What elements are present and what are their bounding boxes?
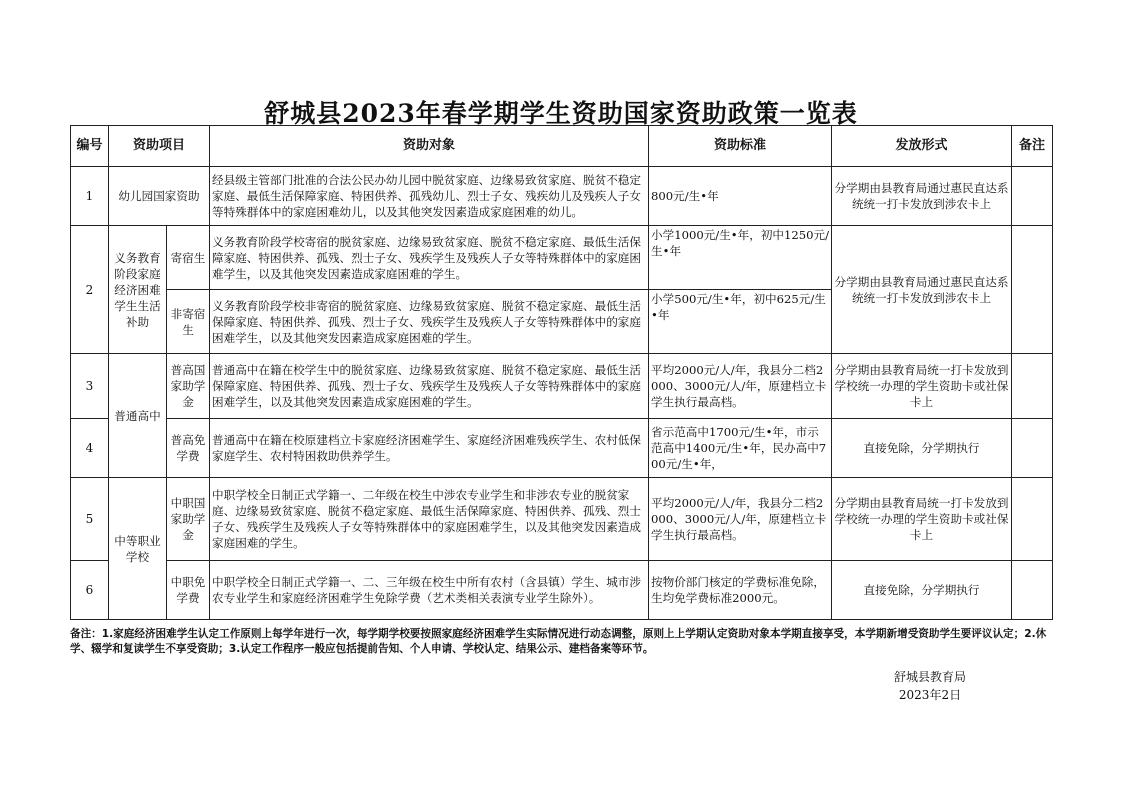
row-number: 2 — [71, 226, 109, 354]
standard-cell: 800元/生•年 — [649, 167, 832, 226]
method-cell: 分学期由县教育局统一打卡发放到学校统一办理的学生资助卡或社保卡上 — [832, 478, 1012, 561]
remark-cell — [1012, 354, 1053, 419]
target-cell: 普通高中在籍在校学生中的脱贫家庭、边缘易致贫家庭、脱贫不稳定家庭、最低生活保障家庭、特困供养、孤残、烈士子女、残疾学生及残疾人子女等特殊群体中的家庭困难学生，以及其他突发因素造成家庭困难的学生。 — [210, 354, 649, 419]
standard-cell: 平均2000元/人/年，我县分二档2000、3000元/人/年，原建档立卡学生执行最高档。 — [649, 354, 832, 419]
group-cell: 中等职业学校 — [109, 478, 167, 620]
group-cell: 义务教育阶段家庭经济困难学生生活补助 — [109, 226, 167, 354]
footnote: 备注：1.家庭经济困难学生认定工作原则上每学年进行一次，每学期学校要按照家庭经济困难学生实际情况进行动态调整，原则上上学期认定资助对象本学期直接享受，本学期新增受资助学生要评议认定；2.休学、辍学和复读学生不享受资助；3.认定工作程序一般应包括提前告知、个人申请、学校认定、结果公示、建档备案等环节。 — [70, 628, 1047, 655]
remark-cell — [1012, 167, 1053, 226]
issuer-signature: 舒城县教育局 — [893, 670, 966, 684]
sub-project-cell: 寄宿生 — [167, 226, 210, 290]
row-number: 6 — [71, 561, 109, 620]
target-cell: 中职学校全日制正式学籍一、二年级在校生中涉农专业学生和非涉农专业的脱贫家庭、边缘易致贫家庭、脱贫不稳定家庭、最低生活保障家庭、特困供养、孤残、烈士子女、残疾学生及残疾人子女等特殊群体中的家庭困难学生，以及其他突发因素造成家庭困难的学生。 — [210, 478, 649, 561]
header-standard: 资助标准 — [649, 126, 832, 167]
target-cell: 义务教育阶段学校寄宿的脱贫家庭、边缘易致贫家庭、脱贫不稳定家庭、最低生活保障家庭、特困供养、孤残、烈士子女、残疾学生及残疾人子女等特殊群体中的家庭困难学生，以及其他突发因素造成家庭困难的学生。 — [210, 226, 649, 290]
sub-project-cell: 普高免学费 — [167, 419, 210, 478]
header-project: 资助项目 — [109, 126, 210, 167]
header-remark: 备注 — [1012, 126, 1053, 167]
table-row — [71, 561, 1053, 620]
table-row — [71, 419, 1053, 478]
group-cell: 普通高中 — [109, 354, 167, 478]
standard-cell: 小学1000元/生•年，初中1250元/生•年 — [649, 226, 832, 290]
sub-project-cell: 中职国家助学金 — [167, 478, 210, 561]
method-cell: 分学期由县教育局通过惠民直达系统统一打卡发放到涉农卡上 — [832, 167, 1012, 226]
method-cell: 分学期由县教育局统一打卡发放到学校统一办理的学生资助卡或社保卡上 — [832, 354, 1012, 419]
table-row — [71, 167, 1053, 226]
row-number: 5 — [71, 478, 109, 561]
method-cell: 直接免除，分学期执行 — [832, 561, 1012, 620]
standard-cell: 小学500元/生•年，初中625元/生•年 — [649, 290, 832, 354]
target-cell: 普通高中在籍在校原建档立卡家庭经济困难学生、家庭经济困难残疾学生、农村低保家庭学生、农村特困救助供养学生。 — [210, 419, 649, 478]
remark-cell — [1012, 561, 1053, 620]
header-target: 资助对象 — [210, 126, 649, 167]
header-method: 发放形式 — [832, 126, 1012, 167]
policy-table — [70, 125, 1053, 620]
row-number: 4 — [71, 419, 109, 478]
method-cell: 分学期由县教育局通过惠民直达系统统一打卡发放到涉农卡上 — [832, 226, 1012, 354]
page-title: 舒城县2023年春学期学生资助国家资助政策一览表 — [264, 99, 858, 128]
table-row — [71, 226, 1053, 290]
target-cell: 经县级主管部门批准的合法公民办幼儿园中脱贫家庭、边缘易致贫家庭、脱贫不稳定家庭、最低生活保障家庭、特困供养、孤残幼儿、烈士子女、残疾幼儿及残疾人子女等特殊群体中的家庭困难幼儿，以及其他突发因素造成家庭困难的幼儿。 — [210, 167, 649, 226]
header-num: 编号 — [71, 126, 109, 167]
table-header-row — [71, 126, 1053, 167]
remark-cell — [1012, 478, 1053, 561]
project-cell: 幼儿园国家资助 — [109, 167, 210, 226]
target-cell: 中职学校全日制正式学籍一、二、三年级在校生中所有农村（含县镇）学生、城市涉农专业学生和家庭经济困难学生免除学费（艺术类相关表演专业学生除外）。 — [210, 561, 649, 620]
issue-date: 2023年2日 — [898, 688, 962, 702]
method-cell: 直接免除，分学期执行 — [832, 419, 1012, 478]
target-cell: 义务教育阶段学校非寄宿的脱贫家庭、边缘易致贫家庭、脱贫不稳定家庭、最低生活保障家庭、特困供养、孤残、烈士子女、残疾学生及残疾人子女等特殊群体中的家庭困难学生，以及其他突发因素造成家庭困难的学生。 — [210, 290, 649, 354]
standard-cell: 省示范高中1700元/生•年，市示范高中1400元/生•年，民办高中700元/生•年， — [649, 419, 832, 478]
standard-cell: 按物价部门核定的学费标准免除，生均免学费标准2000元。 — [649, 561, 832, 620]
table-row — [71, 354, 1053, 419]
standard-cell: 平均2000元/人/年，我县分二档2000、3000元/人/年，原建档立卡学生执行最高档。 — [649, 478, 832, 561]
table-row — [71, 478, 1053, 561]
remark-cell — [1012, 419, 1053, 478]
sub-project-cell: 非寄宿生 — [167, 290, 210, 354]
sub-project-cell: 中职免学费 — [167, 561, 210, 620]
sub-project-cell: 普高国家助学金 — [167, 354, 210, 419]
remark-cell — [1012, 226, 1053, 354]
row-number: 1 — [71, 167, 109, 226]
row-number: 3 — [71, 354, 109, 419]
